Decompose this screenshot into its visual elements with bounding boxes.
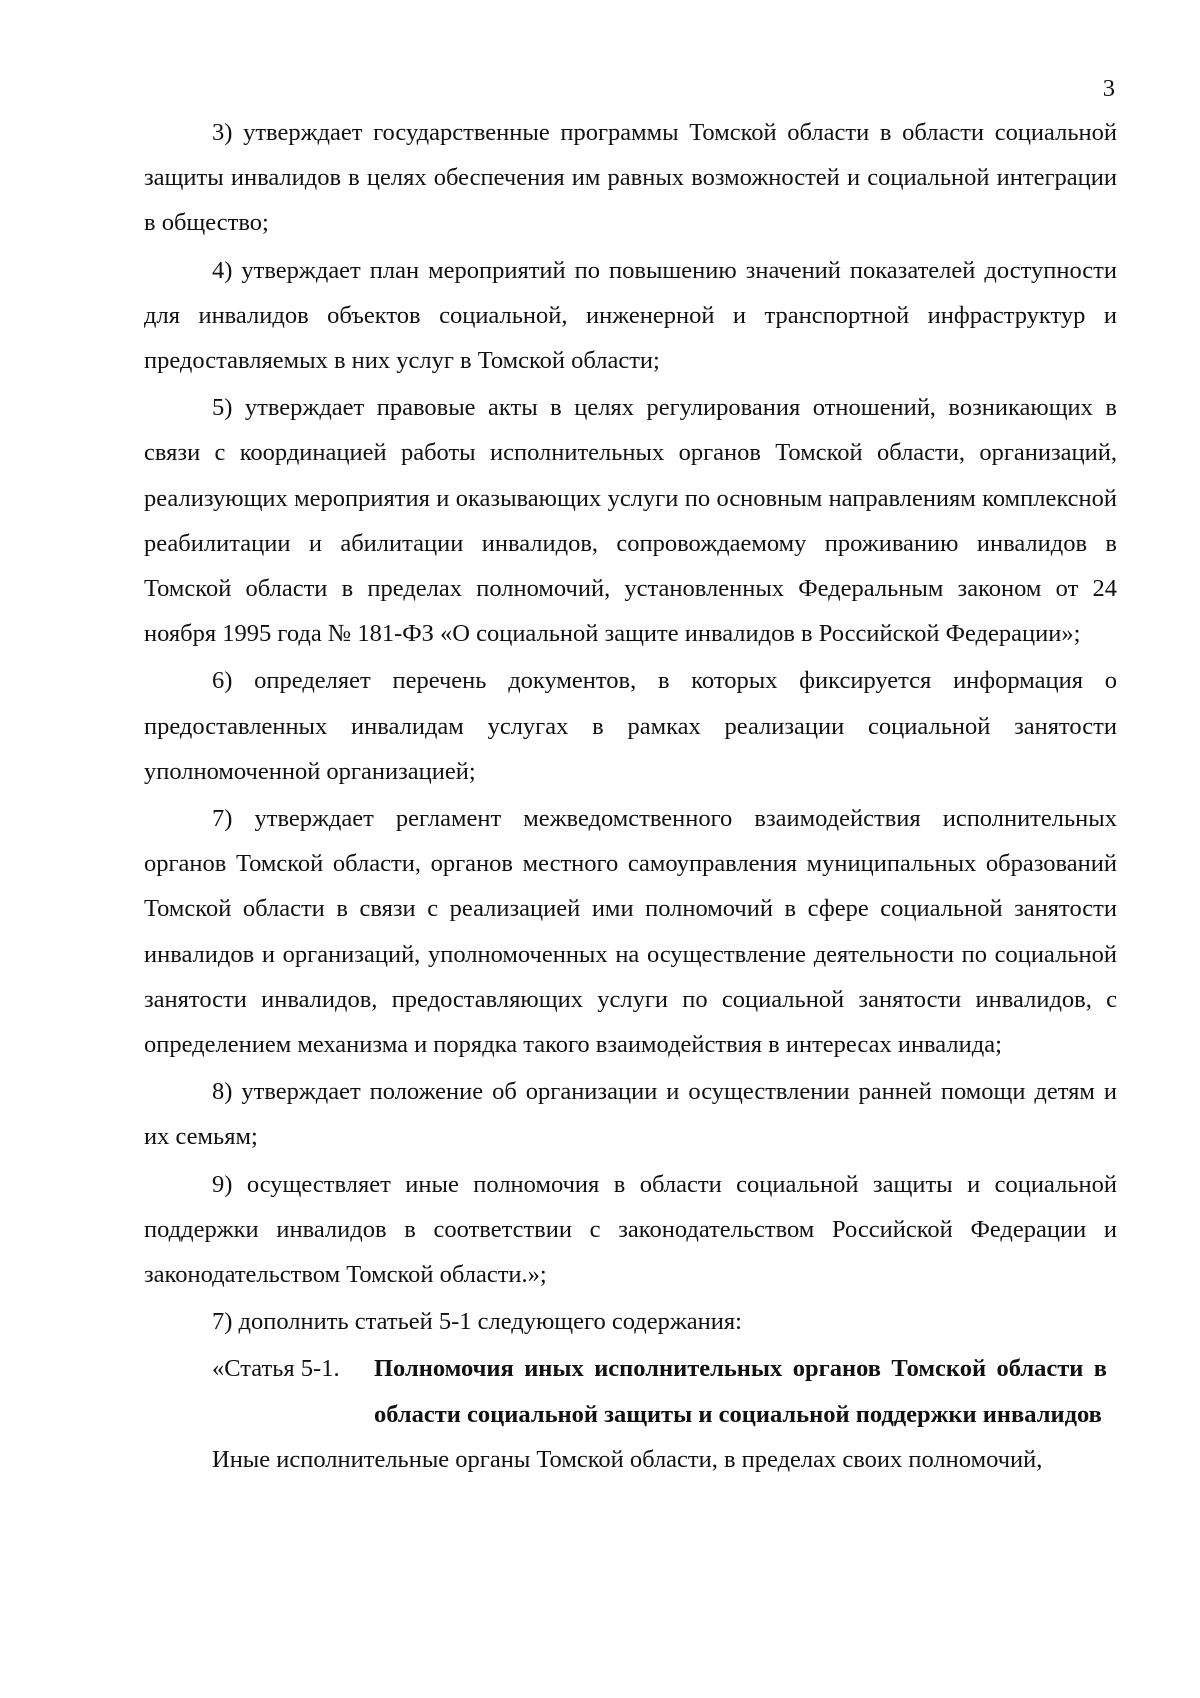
paragraph-amendment-7: 7) дополнить статьей 5-1 следующего содержания:: [212, 1308, 742, 1336]
paragraph-item-9: 9) осуществляет иные полномочия в области социальной защиты и социальной поддержки инвалидов в соответствии с законодательством Российской Федерации и законодательством Томской области.»;: [144, 1170, 1117, 1289]
paragraph-item-7: 7) утверждает регламент межведомственного взаимодействия исполнительных органов Томской области, органов местного самоуправления муниципальных образований Томской области в связи с реализацией ими полномочий в сфере социальной занятости инвалидов и организаций, уполномоченных на осуществление деятельности по социальной занятости инвалидов, предоставляющих услуги по социальной занятости инвалидов, с определением механизма и порядка такого взаимодействия в интересах инвалида;: [144, 805, 1117, 1059]
article-title: Полномочия иных исполнительных органов Томской области в области социальной защиты и социальной поддержки инвалидов: [374, 1355, 1107, 1428]
article-number: «Статья 5-1.: [212, 1355, 340, 1383]
paragraph-item-3: 3) утверждает государственные программы Томской области в области социальной защиты инвалидов в целях обеспечения им равных возможностей и социальной интеграции в общество;: [144, 119, 1117, 237]
paragraph-item-6: 6) определяет перечень документов, в которых фиксируется информация о предоставленных инвалидам услугах в рамках реализации социальной занятости уполномоченной организацией;: [144, 667, 1117, 785]
page-number: 3: [1102, 75, 1115, 102]
paragraph-item-8: 8) утверждает положение об организации и осуществлении ранней помощи детям и их семьям;: [144, 1078, 1117, 1151]
paragraph-item-5: 5) утверждает правовые акты в целях регулирования отношений, возникающих в связи с координацией работы исполнительных органов Томской области, организаций, реализующих мероприятия и оказывающих услуги по основным направлениям комплексной реабилитации и абилитации инвалидов, сопровождаемому проживанию инвалидов в Томской области в пределах полномочий, установленных Федеральным законом от 24 ноября 1995 года № 181-ФЗ «О социальной защите инвалидов в Российской Федерации»;: [144, 394, 1117, 648]
document-body: [144, 110, 1117, 1482]
paragraph-item-4: 4) утверждает план мероприятий по повышению значений показателей доступности для инвалидов объектов социальной, инженерной и транспортной инфраструктур и предоставляемых в них услуг в Томской области;: [144, 256, 1117, 375]
article-heading: [144, 1346, 1117, 1436]
article-body-paragraph: Иные исполнительные органы Томской области, в пределах своих полномочий,: [212, 1445, 1043, 1473]
